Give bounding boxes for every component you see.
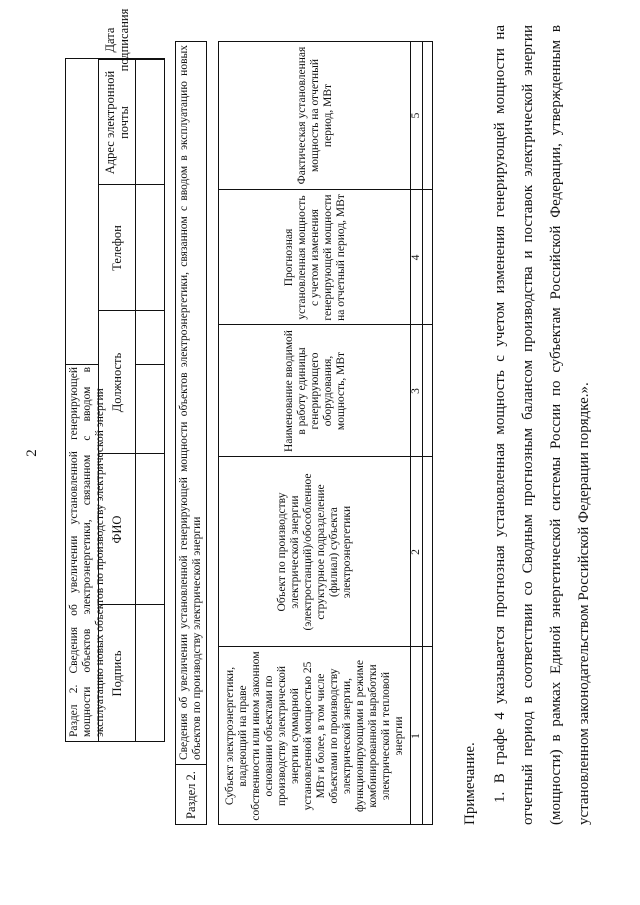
column-email: Адрес электронной почты [102,70,131,175]
column-number-5: 5 [409,112,422,119]
section2-title: Сведения об увеличении установленной генерирующей мощности объектов электроэнергетики, связанном с вводом в эксплуатацию новых объектов по производству электрической энергии [178,45,203,760]
header-power-entity: Субъект электроэнергетики, владеющий на праве собственности или ином законном основании объектами по производству электрической энергии суммарной установленной мощностью 25 МВт и более, в том числе объектами по производству электрической энергии, функционирующими в режиме комбинированной выработки электрической и тепловой энергии [224,651,405,821]
column-number-2: 2 [409,549,422,555]
header-new-unit: Наименование вводимой в работу единицы генерирующего оборудования, мощность, МВт [282,330,347,452]
column-position: Должность [109,352,124,413]
column-sign-date: Дата подписания [102,8,131,72]
header-actual-capacity: Фактическая установленная мощность на отчетный период, МВт [295,46,334,185]
column-signature: Подпись [109,650,124,697]
column-number-3: 3 [409,388,422,394]
column-phone: Телефон [109,225,124,271]
column-full-name: ФИО [109,515,124,544]
column-number-4: 4 [409,254,422,261]
header-forecast-capacity: Прогнозная установленная мощность с учетом изменения генерирующей мощности на отчетный период, МВт [282,194,347,321]
note-block [460,25,598,825]
header-generation-object: Объект по производству электрической энергии (электростанций)/обособленное структурное подразделение (филиал) субъекта электроэнергетики [276,473,353,631]
section2-label: Раздел 2. [184,771,198,819]
note-title: Примечание. [462,742,478,825]
page-number: 2 [23,449,40,457]
note-text: 1. В графе 4 указывается прогнозная установленная мощность с учетом изменения генерирующей мощности на отчетный период в соответствии со Сводным прогнозным балансом производства и поставок электрической энергии (мощности) в рамках Единой энергетической системы России по субъектам Российской Федерации, утвержденным в установленном законодательством Российской Федерации порядке.». [492,25,592,825]
form-section-text: Сведения об увеличении установленной генерирующей мощности объектов электроэнергетики, связанном с вводом в эксплуатацию новых объектов по производству электрической энергии [68,366,106,737]
form-section-label: Раздел 2. [68,684,80,737]
form-section-title [68,366,106,737]
column-number-1: 1 [409,733,422,739]
